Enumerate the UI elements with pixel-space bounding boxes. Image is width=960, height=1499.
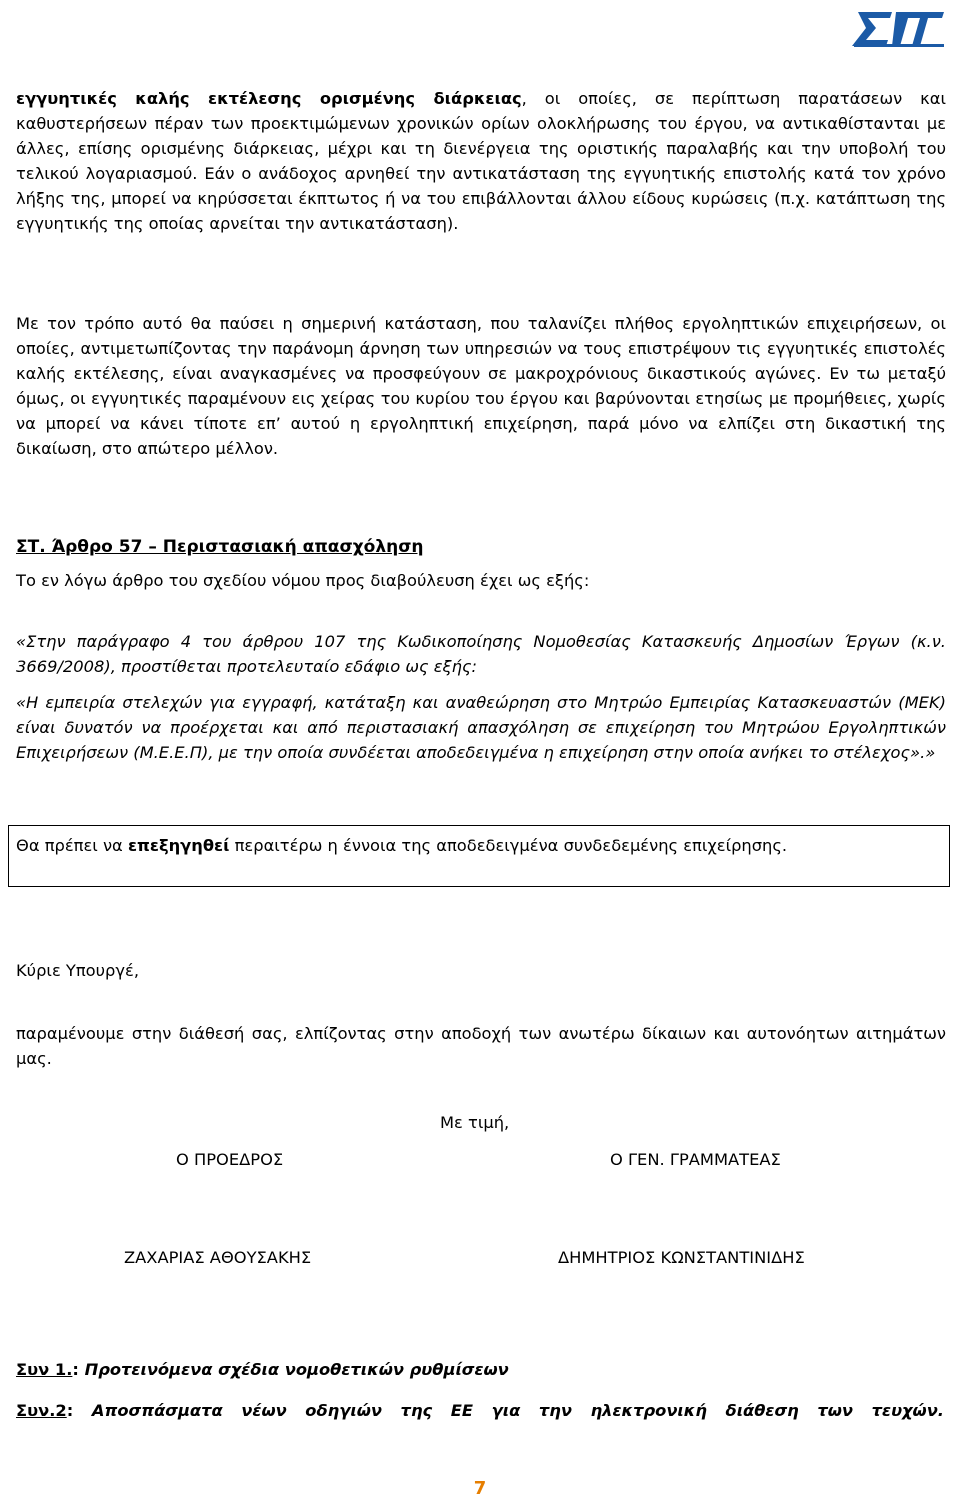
attachment-2-sep: : <box>66 1401 92 1420</box>
signature-right-name: ΔΗΜΗΤΡΙΟΣ ΚΩΝΣΤΑΝΤΙΝΙΔΗΣ <box>558 1248 805 1267</box>
attachment-2-text: Αποσπάσματα νέων οδηγιών της ΕΕ για την ηλεκτρονική διάθεση των τευχών. <box>91 1401 944 1420</box>
attachment-2-label: Συν.2 <box>16 1401 67 1420</box>
organization-logo <box>852 8 946 48</box>
page-number: 7 <box>473 1478 487 1499</box>
salutation: Κύριε Υπουργέ, <box>16 961 139 980</box>
attachment-1-text: Προτεινόμενα σχέδια νομοθετικών ρυθμίσεων <box>84 1360 509 1379</box>
closing-body: παραμένουμε στην διάθεσή σας, ελπίζοντας στην αποδοχή των ανωτέρω δίκαιων και αυτονόητων αιτημάτων μας. <box>16 1024 946 1068</box>
signature-right-title: Ο ΓΕΝ. ΓΡΑΜΜΑΤΕΑΣ <box>610 1150 781 1169</box>
quote-text: «Η εμπειρία στελεχών για εγγραφή, κατάταξη και αναθεώρηση στο Μητρώο Εμπειρίας Κατασκευαστών (ΜΕΚ) είναι δυνατόν να προέρχεται και από περιστασιακή απασχόληση σε επιχείρηση του Μητρώου Εργοληπτικών Επιχειρήσεων (Μ.Ε.Ε.Π), με την οποία συνδέεται αποδεδειγμένα η επιχείρηση στην οποία ανήκει το στέλεχος».» <box>16 693 946 762</box>
note-after: περαιτέρω η έννοια της αποδεδειγμένα συνδεδεμένης επιχείρησης. <box>229 836 788 855</box>
note-text <box>16 833 946 858</box>
note-before: Θα πρέπει να <box>16 836 128 855</box>
attachment-1 <box>16 1357 509 1382</box>
note-bold-word: επεξηγηθεί <box>127 836 230 855</box>
attachment-2 <box>16 1398 944 1423</box>
signature-left-title: Ο ΠΡΟΕΔΡΟΣ <box>176 1150 284 1169</box>
paragraph-current-situation: Με τον τρόπο αυτό θα παύσει η σημερινή κατάσταση, που ταλανίζει πλήθος εργοληπτικών επιχειρήσεων, οι οποίες, αντιμετωπίζοντας την παράνομη άρνηση των υπηρεσιών να τους επιστρέψουν τις εγγυητικές επιστολές καλής εκτέλεσης, είναι αναγκασμένες να προσφεύγουν σε μακροχρόνιους δικαστικούς αγώνες. Εν τω μεταξύ όμως, οι εγγυητικές παραμένουν εις χείρας του κυρίου του έργου και βαρύνονται ετησίως με προμήθειες, χωρίς να μπορεί να κάνει τίποτε επ’ αυτού η εργοληπτική επιχείρηση, παρά μόνο να ελπίζει στη δικαστική της δικαίωση, στο απώτερο μέλλον. <box>16 314 946 458</box>
paragraph-text: , οι οποίες, σε περίπτωση παρατάσεων και καθυστερήσεων πέραν των προεκτιμώμενων χρονικών ορίων ολοκλήρωσης του έργου, να αντικαθίστανται με άλλες, επίσης ορισμένης διάρκειας, μέχρι και τη διενέργεια της οριστικής παραλαβής και την υποβολή του τελικού λογαριασμού. Εάν ο ανάδοχος αρνηθεί την αντικατάσταση της εγγυητικής επιστολής κατά τον χρόνο λήξης της, μπορεί να κηρύσσεται έκπτωτος ή να του επιβάλλονται άλλου είδους κυρώσεις (π.χ. κατάπτωση της εγγυητικής της οποίας αρνείται την αντικατάσταση). <box>16 89 946 233</box>
attachment-1-sep: : <box>72 1360 85 1379</box>
paragraph-bold-lead: εγγυητικές καλής εκτέλεσης ορισμένης διάρκειας <box>16 89 522 108</box>
paragraph-guarantees <box>16 86 946 236</box>
section-intro: Το εν λόγω άρθρο του σχεδίου νόμου προς διαβούλευση έχει ως εξής: <box>16 571 590 590</box>
section-heading: ΣΤ. Άρθρο 57 – Περιστασιακή απασχόληση <box>16 537 424 557</box>
signature-left-name: ΖΑΧΑΡΙΑΣ ΑΘΟΥΣΑΚΗΣ <box>124 1248 312 1267</box>
regards: Με τιμή, <box>440 1113 510 1132</box>
attachment-1-label: Συν 1. <box>16 1360 73 1379</box>
quote-amendment: «Στην παράγραφο 4 του άρθρου 107 της Κωδικοποίησης Νομοθεσίας Κατασκευής Δημοσίων Έργων (κ.ν. 3669/2008), προστίθεται προτελευταίο εδάφιο ως εξής: <box>16 632 946 676</box>
